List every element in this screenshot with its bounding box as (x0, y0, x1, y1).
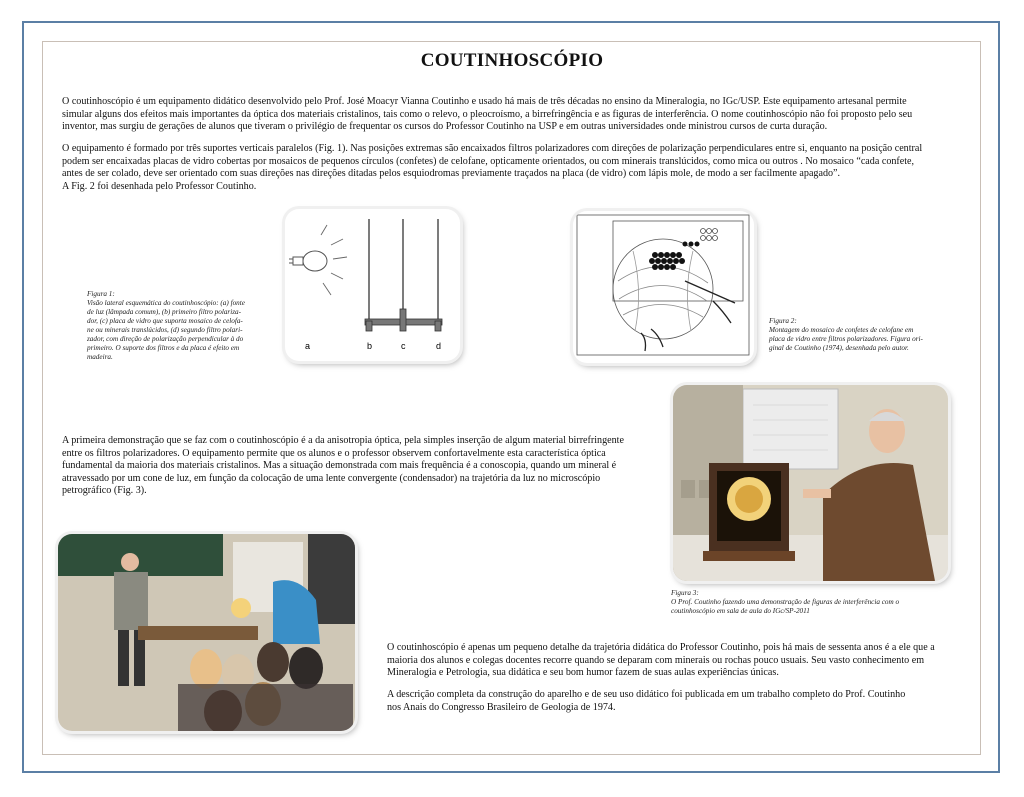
demo-line: atravessado por um cone de luz, em função da colocação de uma lente convergente (condensador) na trajetória da luz no microscópio (62, 472, 601, 484)
caption-line: ne ou minerais translúcidos, (d) segundo filtro polari- (87, 326, 243, 334)
figure2-caption (769, 317, 923, 353)
intro-paragraph (62, 96, 912, 134)
demo-line: fundamental da maioria dos materiais cristalinos. Mas a situação demonstrada com mais frequência é a conoscopia, quando um mineral é (62, 460, 617, 472)
publication-line: A descrição completa da construção do aparelho e de seu uso didático foi publicada em um trabalho completo do Prof. Coutinho (387, 689, 906, 700)
demo-line: entre os filtros polarizadores. O equipamento permite que os alunos e o professor observem confortavelmente esta característica óptica (62, 447, 606, 459)
closing-line: maioria dos alunos e colegas docentes recorre quando se deparam com minerais ou rochas pouco usuais. Seu vasto conhecimento em (387, 654, 925, 666)
caption-line: Montagem do mosaico de confetes de celofane em (769, 326, 914, 334)
publication-line: nos Anais do Congresso Brasileiro de Geologia de 1974. (387, 701, 616, 713)
lamp-icon (289, 251, 327, 271)
closing-line: Mineralogia e Petrologia, sua didática e seu bom humor fazem de suas aulas experiências únicas. (387, 667, 779, 679)
caption-line: madeira. (87, 353, 113, 361)
lab-table (138, 626, 258, 640)
caption-line: Figura 2: (769, 317, 797, 325)
caption-line: zador, com direção de polarização perpendicular à do (87, 335, 244, 343)
chalkboard (58, 534, 223, 576)
caption-line: O Prof. Coutinho fazendo uma demonstração de figuras de interferência com o (671, 598, 900, 606)
figure2-drawing (573, 211, 754, 363)
equipment-paragraph (62, 143, 922, 193)
caption-line: de luz (lâmpada comum), (b) primeiro filtro polariza- (87, 308, 241, 316)
equipment-line: A Fig. 2 foi desenhada pelo Professor Coutinho. (62, 180, 257, 192)
pencil-hand-icon (641, 281, 735, 351)
equipment-line: podem ser encaixadas placas de vidro cobertas por mosaicos de pequenos círculos (confetes) de celofane, opticamente orientados, ou com minerais translúcidos, como mica ou outros . No mosaico “cada confete, (62, 155, 915, 167)
caption-line: ginal de Coutinho (1974), desenhada pelo autor. (769, 344, 909, 352)
page-title: COUTINHOSCÓPIO (420, 50, 604, 71)
light-rays-icon (321, 225, 347, 295)
publication-paragraph (387, 689, 905, 714)
wooden-base-icon (365, 309, 442, 331)
demo-paragraph (62, 435, 624, 498)
closing-paragraph (387, 642, 935, 680)
caption-line: Visão lateral esquemática do coutinhoscópio: (a) fonte (87, 299, 245, 307)
caption-line: Figura 1: (87, 290, 115, 298)
label-d: d (436, 341, 442, 351)
equipment-line: antes de ser colado, deve ser orientado com suas direções nas direções ditadas pelos esquiodromas previamente traçados na placa (de vidro) com lápis mole, de modo a ser facilmente apagado”. (62, 168, 841, 180)
caption-line: primeiro. O suporte dos filtros e da placa é efeito em (87, 344, 240, 352)
intro-line: O coutinhoscópio é um equipamento didático desenvolvido pelo Prof. José Moacyr Vianna Coutinho e usado há mais de três décadas no ensino da Mineralogia, no IGc/USP. Este equipamento artesanal permite (62, 96, 907, 107)
classroom-poster (743, 389, 838, 469)
filter-supports-icon (369, 219, 438, 321)
intro-line: inventor, mas surgiu de gerações de alunos que tiveram o privilégio de frequentar os cursos do Professor Coutinho na USP e em outras universidades onde ministrou cursos de curta duração. (62, 121, 828, 133)
device-light (231, 598, 251, 618)
figure1-diagram (285, 209, 460, 361)
coutinhoscope-device (703, 463, 795, 561)
figure1-caption (87, 290, 245, 362)
caption-line: Figura 3: (671, 589, 699, 597)
label-b: b (367, 341, 373, 351)
caption-line: placa de vidro entre filtros polarizadores. Figura ori- (769, 335, 923, 343)
closing-line: O coutinhoscópio é apenas um pequeno detalhe da trajetória didática do Professor Coutinho, pois há mais de sessenta anos é a ele que a (387, 642, 935, 653)
figure3-caption (671, 589, 899, 616)
equipment-line: O equipamento é formado por três suportes verticais paralelos (Fig. 1). Nas posições extremas são encaixados filtros polarizadores com direções de polarização perpendiculares entre si, enquanto na posição central (62, 143, 923, 154)
caption-line: dor, (c) placa de vidro que suporta mosaico de celofa- (87, 317, 243, 325)
demo-line: A primeira demonstração que se faz com o coutinhoscópio é a da anisotropia óptica, pela simples inserção de algum material birrefringente (62, 435, 624, 446)
classroom-photo (58, 534, 355, 731)
intro-line: simular alguns dos efeitos mais importantes da óptica dos materiais cristalinos, tais como o relevo, o pleocroísmo, a birrefringência e as figuras de interferência. O nome coutinhoscópio não foi proposto pelo seu (62, 108, 913, 120)
caption-line: coutinhoscópio em sala de aula do IGc/SP-2011 (671, 607, 810, 615)
label-c: c (401, 341, 406, 351)
label-a: a (305, 341, 311, 351)
figure3-photo (673, 385, 948, 581)
demo-line: petrográfico (Fig. 3). (62, 485, 147, 497)
